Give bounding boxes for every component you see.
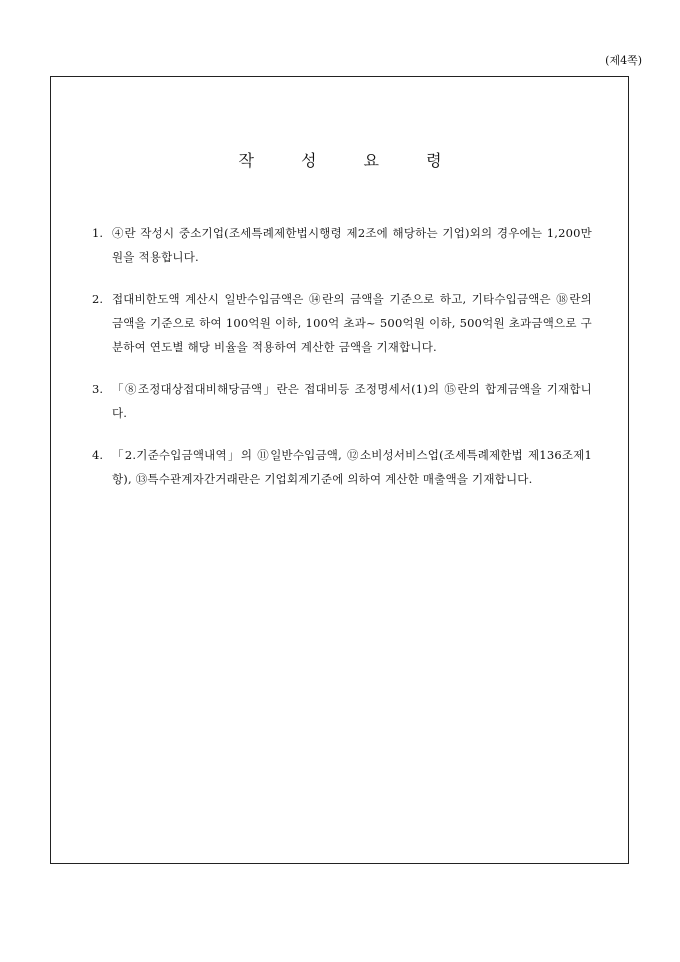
document-title: 작 성 요 령 (238, 151, 442, 170)
item-number: 2. (92, 292, 103, 306)
instruction-list (92, 221, 592, 509)
item-number: 1. (92, 226, 103, 240)
instruction-item-3 (92, 377, 592, 425)
page-number-label: (제4쪽) (605, 54, 642, 67)
item-text: ④란 작성시 중소기업(조세특례제한법시행령 제2조에 해당하는 기업)외의 경우에는 1,200만원을 적용합니다. (112, 226, 592, 264)
item-number: 4. (92, 448, 103, 462)
item-text: 「2.기준수입금액내역」의 ⑪일반수입금액, ⑫소비성서비스업(조세특례제한법 제136조제1항), ⑬특수관계자간거래란은 기업회계기준에 의하여 계산한 매출액을 기재합니다. (112, 448, 592, 486)
item-text: 접대비한도액 계산시 일반수입금액은 ⑭란의 금액을 기준으로 하고, 기타수입금액은 ⑱란의 금액을 기준으로 하여 100억원 이하, 100억 초과~ 500억원 이하, 500억원 초과금액으로 구분하여 연도별 해당 비율을 적용하여 계산한 금액을 기재합니다. (112, 292, 592, 354)
instruction-item-4 (92, 443, 592, 491)
item-number: 3. (92, 382, 103, 396)
instruction-item-1 (92, 221, 592, 269)
instruction-item-2 (92, 287, 592, 359)
item-text: 「⑧조정대상접대비해당금액」란은 접대비등 조정명세서(1)의 ⑮란의 합계금액을 기재합니다. (112, 382, 592, 420)
